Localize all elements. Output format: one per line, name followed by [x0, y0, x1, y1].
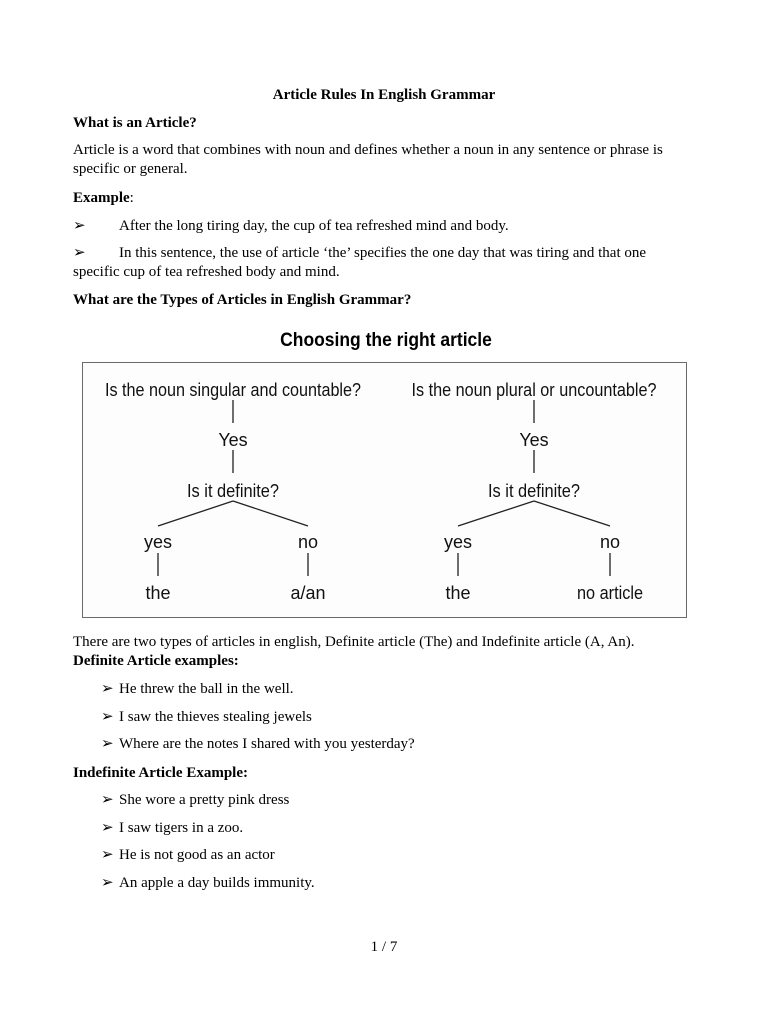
example-item-2 [73, 244, 646, 263]
example-heading [73, 189, 134, 208]
arrow-bullet-icon: ➢ [101, 820, 114, 836]
arrow-bullet-icon: ➢ [73, 245, 86, 261]
example-item-2-continuation: specific cup of tea refreshed body and mind. [73, 264, 340, 280]
article-flowchart-figure [72, 318, 700, 622]
example-item-text: After the long tiring day, the cup of tea refreshed mind and body. [119, 218, 509, 234]
right-question: Is the noun plural or uncountable? [411, 380, 657, 400]
definite-example-text: He threw the ball in the well. [119, 681, 294, 697]
page-number: 1 / 7 [370, 939, 398, 955]
indefinite-example-text: An apple a day builds immunity. [119, 875, 315, 891]
document-title: Article Rules In English Grammar [272, 87, 496, 103]
definite-example-2 [101, 708, 312, 727]
left-connector-definite-no [233, 501, 308, 526]
indefinite-example-text: She wore a pretty pink dress [119, 792, 290, 808]
right-definite-question: Is it definite? [488, 481, 580, 501]
indefinite-example-text: I saw tigers in a zoo. [119, 820, 244, 836]
heading-types-of-articles: What are the Types of Articles in English Grammar? [73, 292, 412, 308]
indefinite-example-3 [101, 846, 275, 865]
arrow-bullet-icon: ➢ [101, 792, 114, 808]
definite-example-1 [101, 680, 294, 699]
indefinite-example-2 [101, 819, 243, 838]
arrow-bullet-icon: ➢ [101, 709, 114, 725]
definite-article-heading: Definite Article examples: [73, 653, 239, 669]
indefinite-article-heading: Indefinite Article Example: [73, 765, 248, 781]
example-item-text-line1: In this sentence, the use of article ‘the’ specifies the one day that was tiring and that one [119, 245, 647, 261]
indefinite-example-1 [101, 791, 289, 810]
arrow-bullet-icon: ➢ [101, 736, 114, 752]
arrow-bullet-icon: ➢ [101, 875, 114, 891]
indefinite-example-4 [101, 874, 315, 893]
indefinite-example-text: He is not good as an actor [119, 847, 275, 863]
right-branch-no: no [599, 532, 621, 552]
definite-example-text: I saw the thieves stealing jewels [119, 709, 312, 725]
left-question: Is the noun singular and countable? [105, 380, 361, 400]
left-yes: Yes [218, 430, 248, 450]
right-branch-yes: yes [443, 532, 473, 552]
right-connector-definite-yes [458, 501, 534, 526]
right-yes: Yes [519, 430, 549, 450]
definite-example-3 [101, 735, 415, 754]
figure-title: Choosing the right article [280, 330, 492, 351]
arrow-bullet-icon: ➢ [73, 218, 86, 234]
arrow-bullet-icon: ➢ [101, 681, 114, 697]
definite-example-text: Where are the notes I shared with you yesterday? [119, 736, 415, 752]
example-label: Example [73, 190, 130, 206]
left-result-aan: a/an [290, 583, 326, 603]
left-branch-no: no [297, 532, 319, 552]
example-item-1 [73, 217, 509, 236]
right-result-the: the [445, 583, 471, 603]
right-connector-definite-no [534, 501, 610, 526]
right-result-no-article: no article [577, 583, 643, 603]
heading-what-is-article: What is an Article? [73, 115, 197, 131]
flowchart-diagram [72, 318, 700, 622]
article-definition: Article is a word that combines with noun and defines whether a noun in any sentence or phrase is specific or general. [73, 142, 663, 177]
left-result-the: the [145, 583, 171, 603]
left-connector-definite-yes [158, 501, 233, 526]
types-of-articles-text: There are two types of articles in english, Definite article (The) and Indefinite article (A, An). [73, 634, 635, 650]
arrow-bullet-icon: ➢ [101, 847, 114, 863]
left-branch-yes: yes [143, 532, 173, 552]
left-definite-question: Is it definite? [187, 481, 279, 501]
example-colon: : [129, 190, 134, 206]
